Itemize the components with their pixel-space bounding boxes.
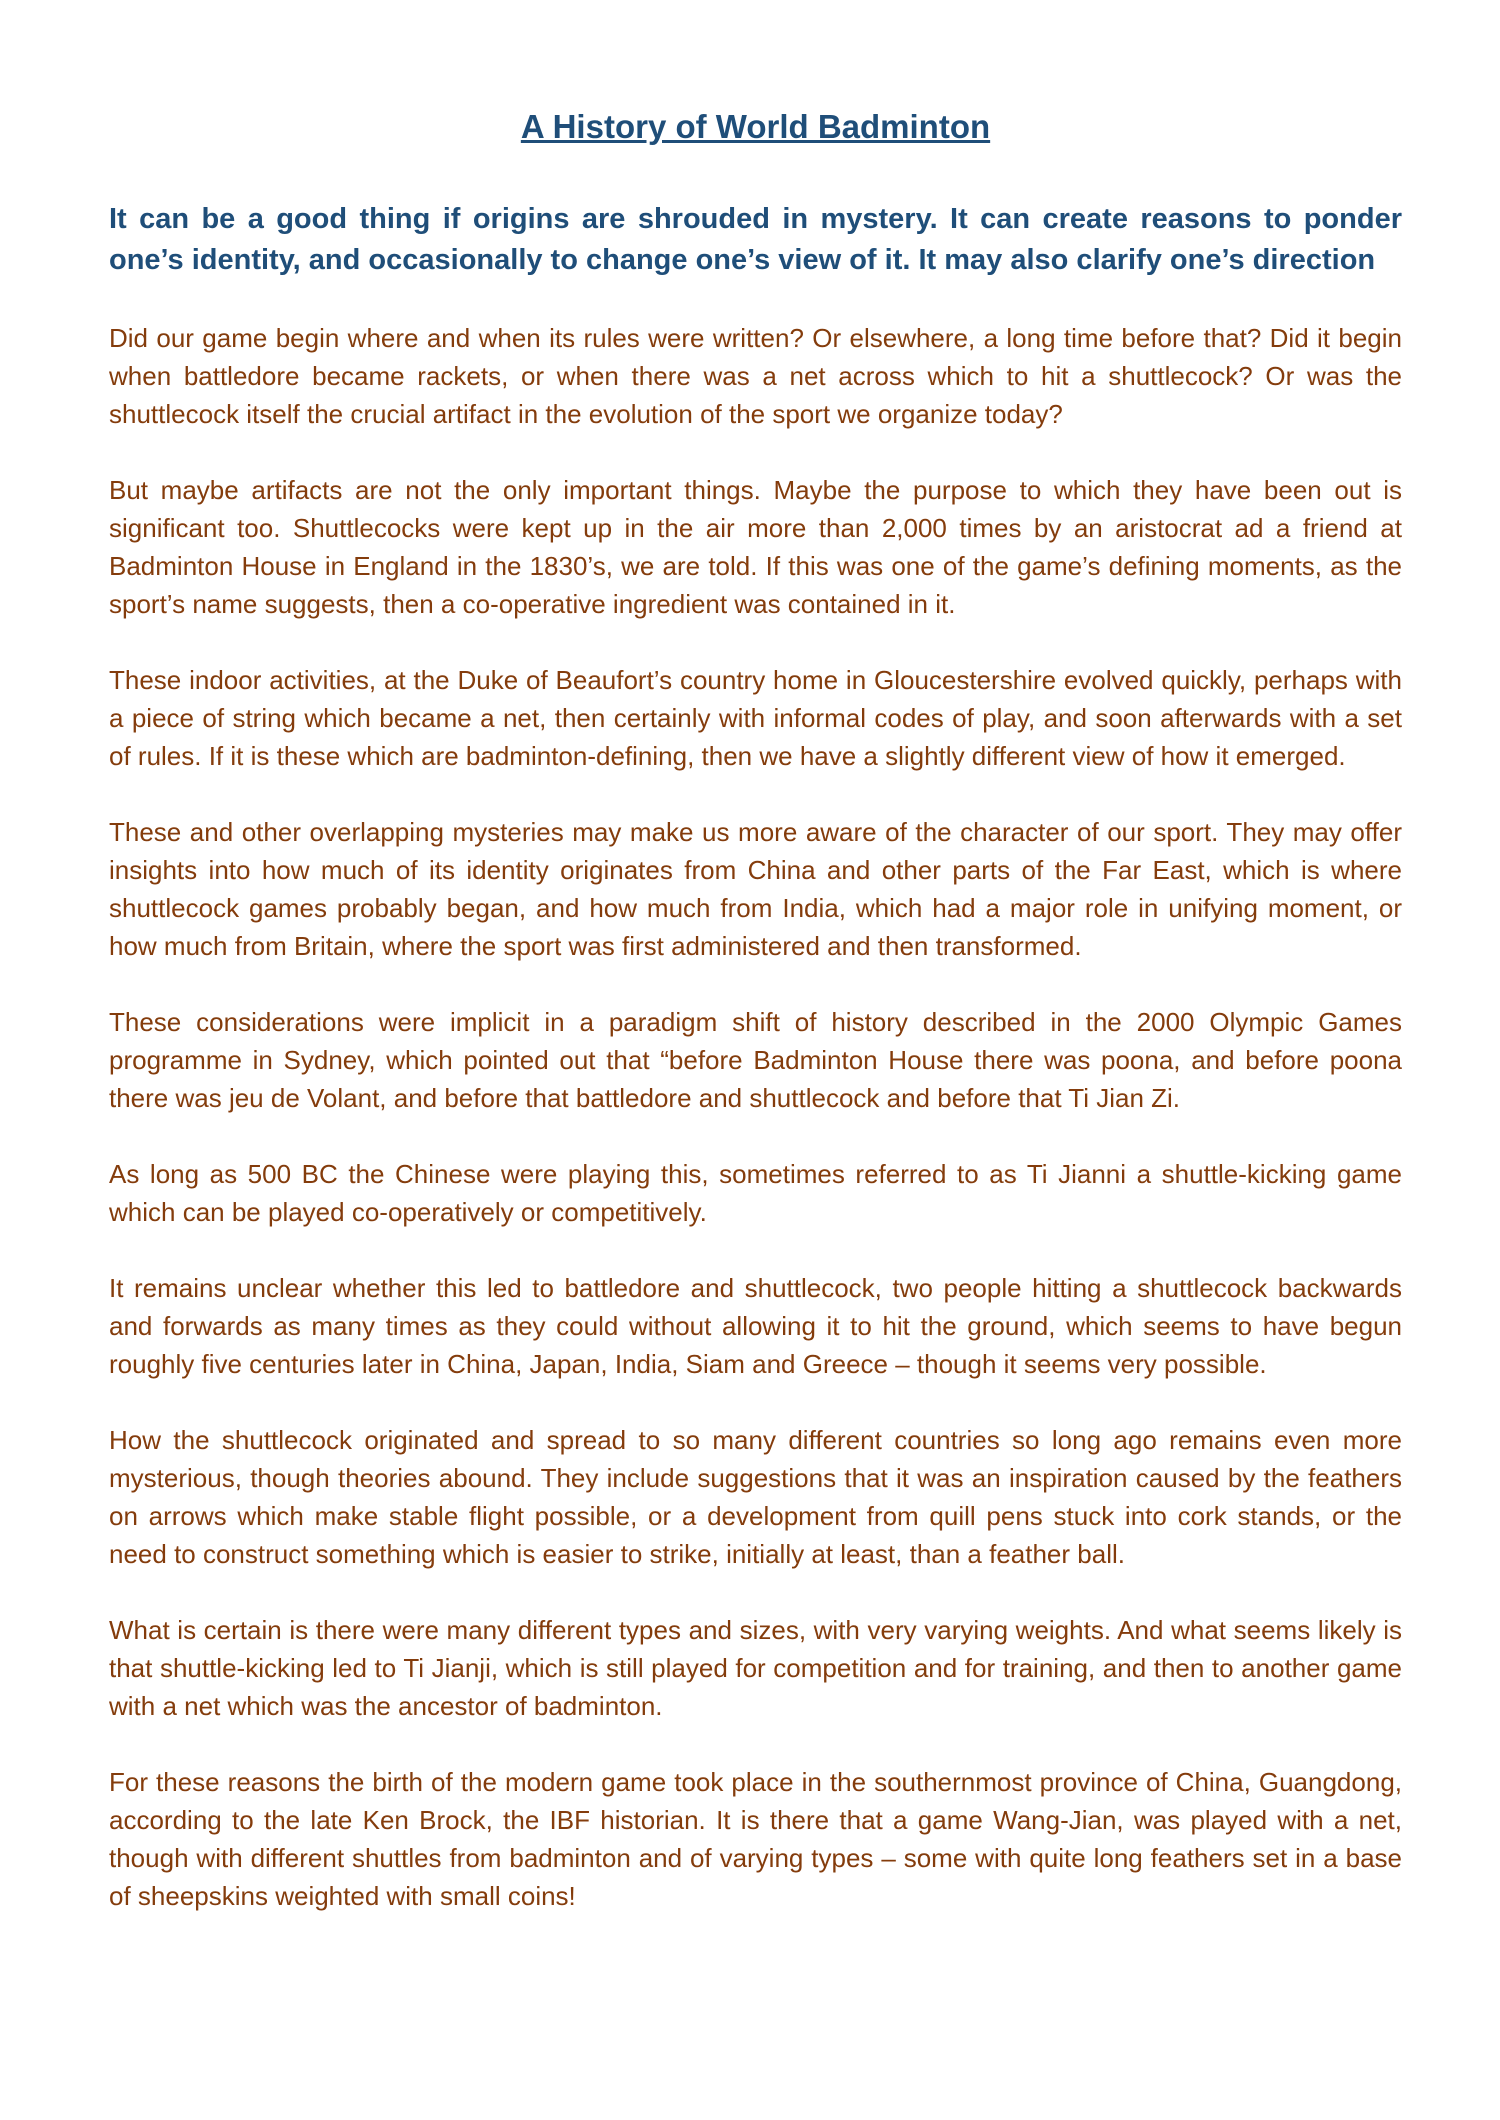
body-paragraph: For these reasons the birth of the modern game took place in the southernmost province of China, Guangdong, according to the late Ken Brock, the IBF historian. It is there that a game Wang-Jian, was played with a net, though with different shuttles from badminton and of varying types – some with quite long feathers set in a base of sheepskins weighted with small coins! bbox=[109, 1767, 1402, 1911]
body-paragraph: These indoor activities, at the Duke of Beaufort’s country home in Gloucestershire evolved quickly, perhaps with a piece of string which became a net, then certainly with informal codes of play, and soon afterwards with a set of rules. If it is these which are badminton-defining, then we have a slightly different view of how it emerged. bbox=[109, 665, 1402, 771]
intro-paragraph: It can be a good thing if origins are shrouded in mystery. It can create reasons to ponder one’s identity, and occasionally to change one’s view of it. It may also clarify one’s direction bbox=[109, 203, 1402, 276]
document-title: A History of World Badminton bbox=[520, 108, 991, 145]
body-paragraph: What is certain is there were many different types and sizes, with very varying weights. And what seems likely is that shuttle-kicking led to Ti Jianji, which is still played for competition and for training, and then to another game with a net which was the ancestor of badminton. bbox=[109, 1615, 1402, 1721]
body-paragraph: How the shuttlecock originated and spread to so many different countries so long ago remains even more mysterious, though theories abound. They include suggestions that it was an inspiration caused by the feathers on arrows which make stable flight possible, or a development from quill pens stuck into cork stands, or the need to construct something which is easier to strike, initially at least, than a feather ball. bbox=[109, 1425, 1402, 1569]
body-paragraph: But maybe artifacts are not the only important things. Maybe the purpose to which they have been out is significant too. Shuttlecocks were kept up in the air more than 2,000 times by an aristocrat ad a friend at Badminton House in England in the 1830’s, we are told. If this was one of the game’s defining moments, as the sport’s name suggests, then a co-operative ingredient was contained in it. bbox=[109, 475, 1402, 619]
body-paragraph: It remains unclear whether this led to battledore and shuttlecock, two people hitting a shuttlecock backwards and forwards as many times as they could without allowing it to hit the ground, which seems to have begun roughly five centuries later in China, Japan, India, Siam and Greece – though it seems very possible. bbox=[109, 1273, 1402, 1379]
body-paragraph: These and other overlapping mysteries may make us more aware of the character of our sport. They may offer insights into how much of its identity originates from China and other parts of the Far East, which is where shuttlecock games probably began, and how much from India, which had a major role in unifying moment, or how much from Britain, where the sport was first administered and then transformed. bbox=[109, 817, 1402, 961]
body-paragraph: As long as 500 BC the Chinese were playing this, sometimes referred to as Ti Jianni a shuttle-kicking game which can be played co-operatively or competitively. bbox=[109, 1159, 1402, 1227]
body-paragraph: Did our game begin where and when its rules were written? Or elsewhere, a long time before that? Did it begin when battledore became rackets, or when there was a net across which to hit a shuttlecock? Or was the shuttlecock itself the crucial artifact in the evolution of the sport we organize today? bbox=[109, 323, 1402, 429]
body-paragraph: These considerations were implicit in a paradigm shift of history described in the 2000 Olympic Games programme in Sydney, which pointed out that “before Badminton House there was poona, and before poona there was jeu de Volant, and before that battledore and shuttlecock and before that Ti Jian Zi. bbox=[109, 1007, 1402, 1113]
